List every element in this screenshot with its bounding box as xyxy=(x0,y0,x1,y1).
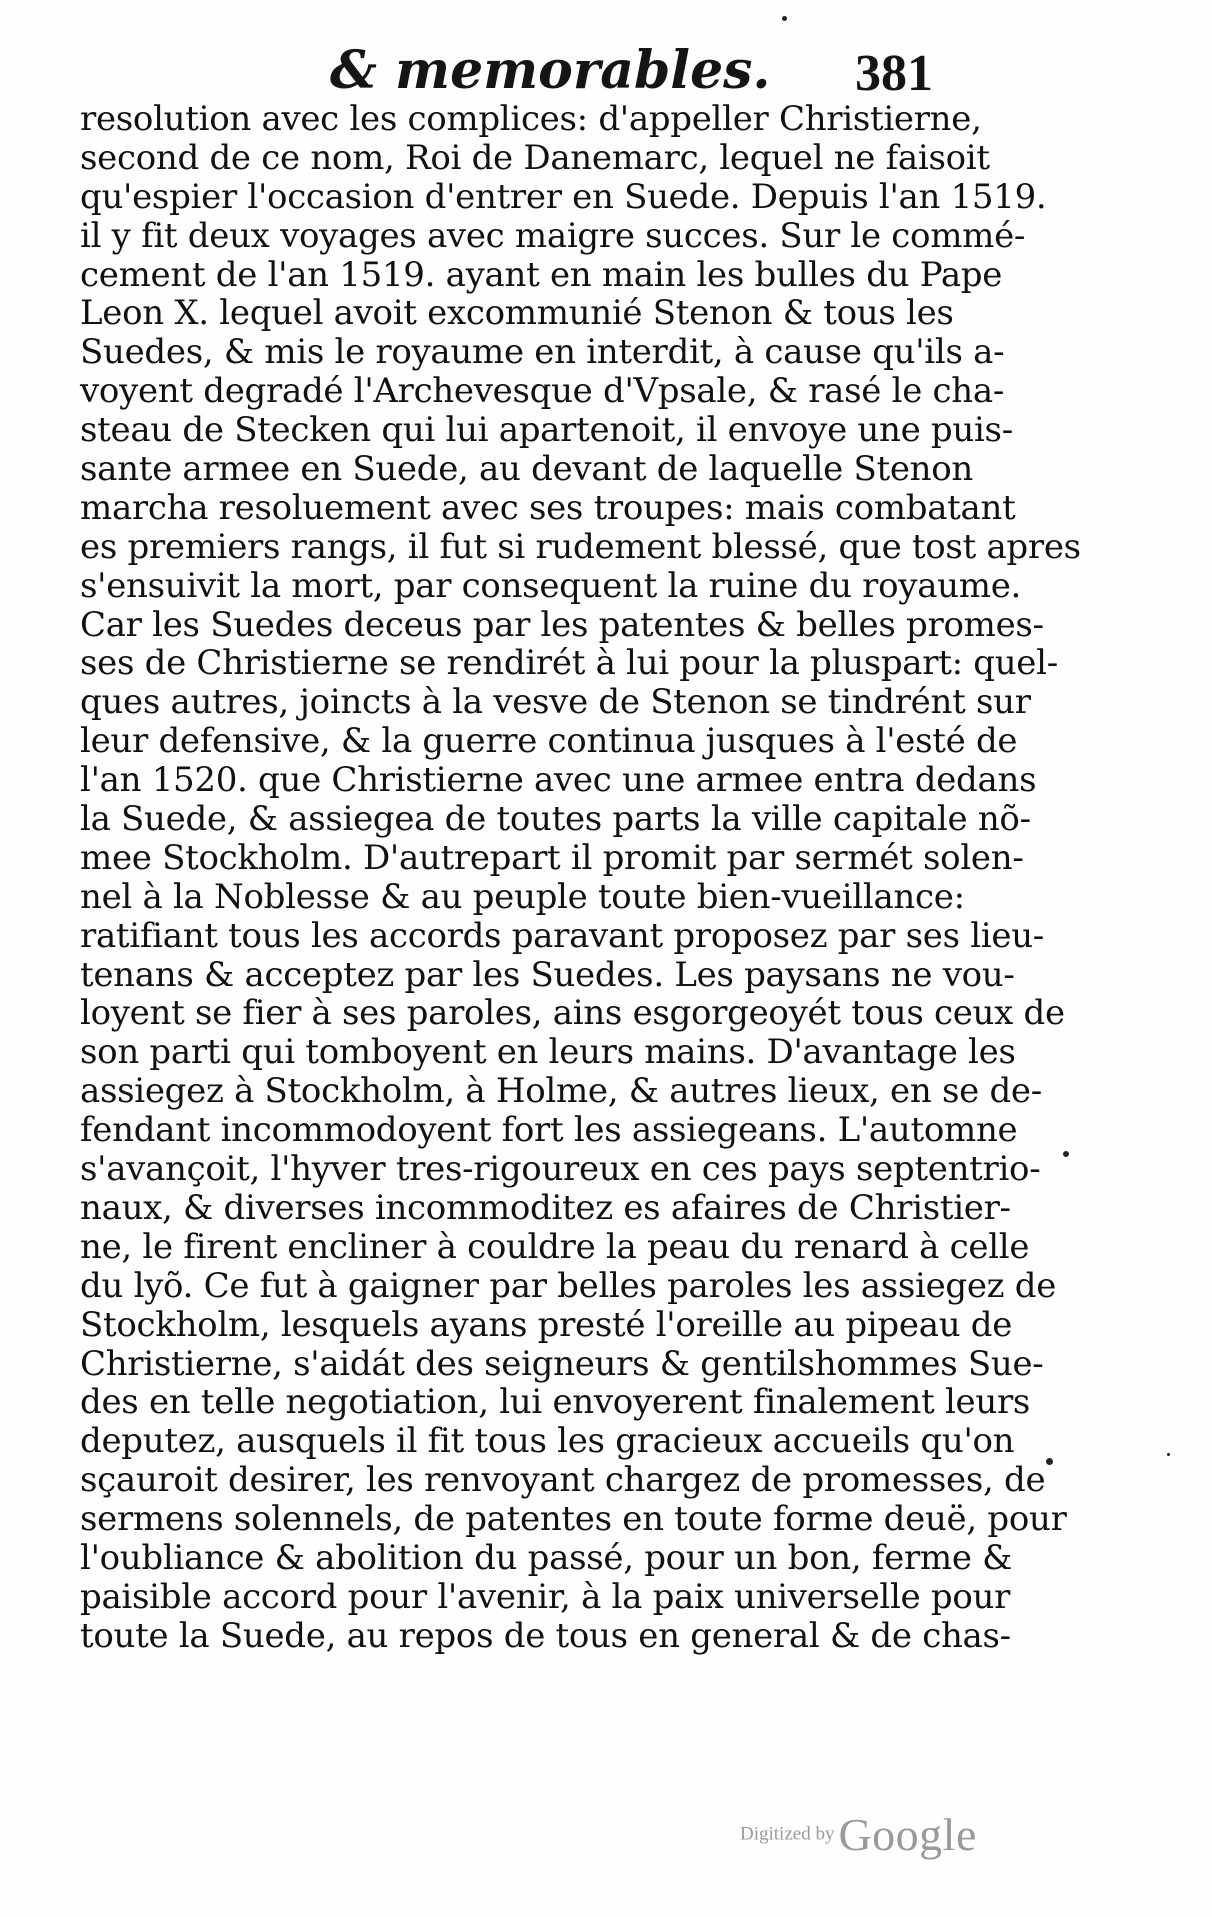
text-line: ratifiant tous les accords paravant proposez par ses lieu- xyxy=(80,915,1044,956)
text-line: Car les Suedes deceus par les patentes & belles promes- xyxy=(80,604,1044,645)
text-line: il y fit deux voyages avec maigre succes. Sur le commé- xyxy=(80,215,1026,256)
text-line: assiegez à Stockholm, à Holme, & autres lieux, en se de- xyxy=(80,1071,1042,1112)
digitized-watermark xyxy=(740,1808,977,1861)
text-line: mee Stockholm. D'autrepart il promit par sermét solen- xyxy=(80,837,1024,878)
text-line: Suedes, & mis le royaume en interdit, à cause qu'ils a- xyxy=(80,332,1005,373)
text-line: deputez, ausquels il fit tous les gracieux accueils qu'on xyxy=(80,1421,1015,1462)
text-line: voyent degradé l'Archevesque d'Vpsale, & rasé le cha- xyxy=(80,371,1005,412)
text-line: sante armee en Suede, au devant de laquelle Stenon xyxy=(80,449,974,490)
text-line: son parti qui tomboyent en leurs mains. D'avantage les xyxy=(80,1032,1016,1073)
text-line: es premiers rangs, il fut si rudement blessé, que tost apres xyxy=(80,526,1081,567)
text-line: l'an 1520. que Christierne avec une armee entra dedans xyxy=(80,760,1037,801)
text-line: loyent se fier à ses paroles, ains esgorgeoyét tous ceux de xyxy=(80,993,1065,1034)
text-line: marcha resoluement avec ses troupes: mais combatant xyxy=(80,487,1016,528)
scan-speck xyxy=(1063,1151,1069,1157)
text-line: ses de Christierne se rendirét à lui pour la pluspart: quel- xyxy=(80,643,1058,684)
scan-speck xyxy=(782,16,787,21)
text-line: qu'espier l'occasion d'entrer en Suede. Depuis l'an 1519. xyxy=(80,176,1047,217)
text-line: steau de Stecken qui lui apartenoit, il envoye une puis- xyxy=(80,410,1013,451)
text-line: toute la Suede, au repos de tous en general & de chas- xyxy=(80,1615,1011,1656)
text-line: sçauroit desirer, les renvoyant chargez de promesses, de xyxy=(80,1460,1046,1501)
running-head: & memorables. xyxy=(330,40,771,101)
text-line: fendant incommodoyent fort les assiegeans. L'automne xyxy=(80,1110,1018,1151)
text-line: du lyõ. Ce fut à gaigner par belles paroles les assiegez de xyxy=(80,1265,1057,1306)
body-text xyxy=(80,99,1081,1656)
text-line: tenans & acceptez par les Suedes. Les paysans ne vou- xyxy=(80,954,1015,995)
text-line: nel à la Noblesse & au peuple toute bien-vueillance: xyxy=(80,876,965,917)
page-number: 381 xyxy=(855,45,933,102)
text-line: s'avançoit, l'hyver tres-rigoureux en ces pays septentrio- xyxy=(80,1149,1041,1190)
text-line: Stockholm, lesquels ayans presté l'oreille au pipeau de xyxy=(80,1304,1013,1345)
scan-speck xyxy=(1167,1453,1170,1456)
text-line: ne, le firent encliner à couldre la peau du renard à celle xyxy=(80,1226,1030,1267)
text-line: second de ce nom, Roi de Danemarc, lequel ne faisoit xyxy=(80,137,990,178)
text-line: s'ensuivit la mort, par consequent la ruine du royaume. xyxy=(80,565,1022,606)
text-line: Leon X. lequel avoit excommunié Stenon & tous les xyxy=(80,293,954,334)
text-line: cement de l'an 1519. ayant en main les bulles du Pape xyxy=(80,254,1003,295)
text-line: Christierne, s'aidát des seigneurs & gentilshommes Sue- xyxy=(80,1343,1044,1384)
text-line: sermens solennels, de patentes en toute forme deuë, pour xyxy=(80,1499,1067,1540)
google-logo: Google xyxy=(838,1809,977,1860)
text-line: ques autres, joincts à la vesve de Stenon se tindrént sur xyxy=(80,682,1031,723)
text-line: leur defensive, & la guerre continua jusques à l'esté de xyxy=(80,721,1018,762)
text-line: paisible accord pour l'avenir, à la paix universelle pour xyxy=(80,1576,1011,1617)
text-line: la Suede, & assiegea de toutes parts la ville capitale nõ- xyxy=(80,799,1031,840)
text-line: l'oubliance & abolition du passé, pour un bon, ferme & xyxy=(80,1537,1013,1578)
digitized-label: Digitized by xyxy=(740,1823,835,1845)
text-line: resolution avec les complices: d'appeller Christierne, xyxy=(80,99,982,139)
text-line: des en telle negotiation, lui envoyerent finalement leurs xyxy=(80,1382,1031,1423)
scan-speck xyxy=(1046,1458,1053,1465)
text-line: naux, & diverses incommoditez es afaires de Christier- xyxy=(80,1187,1011,1228)
